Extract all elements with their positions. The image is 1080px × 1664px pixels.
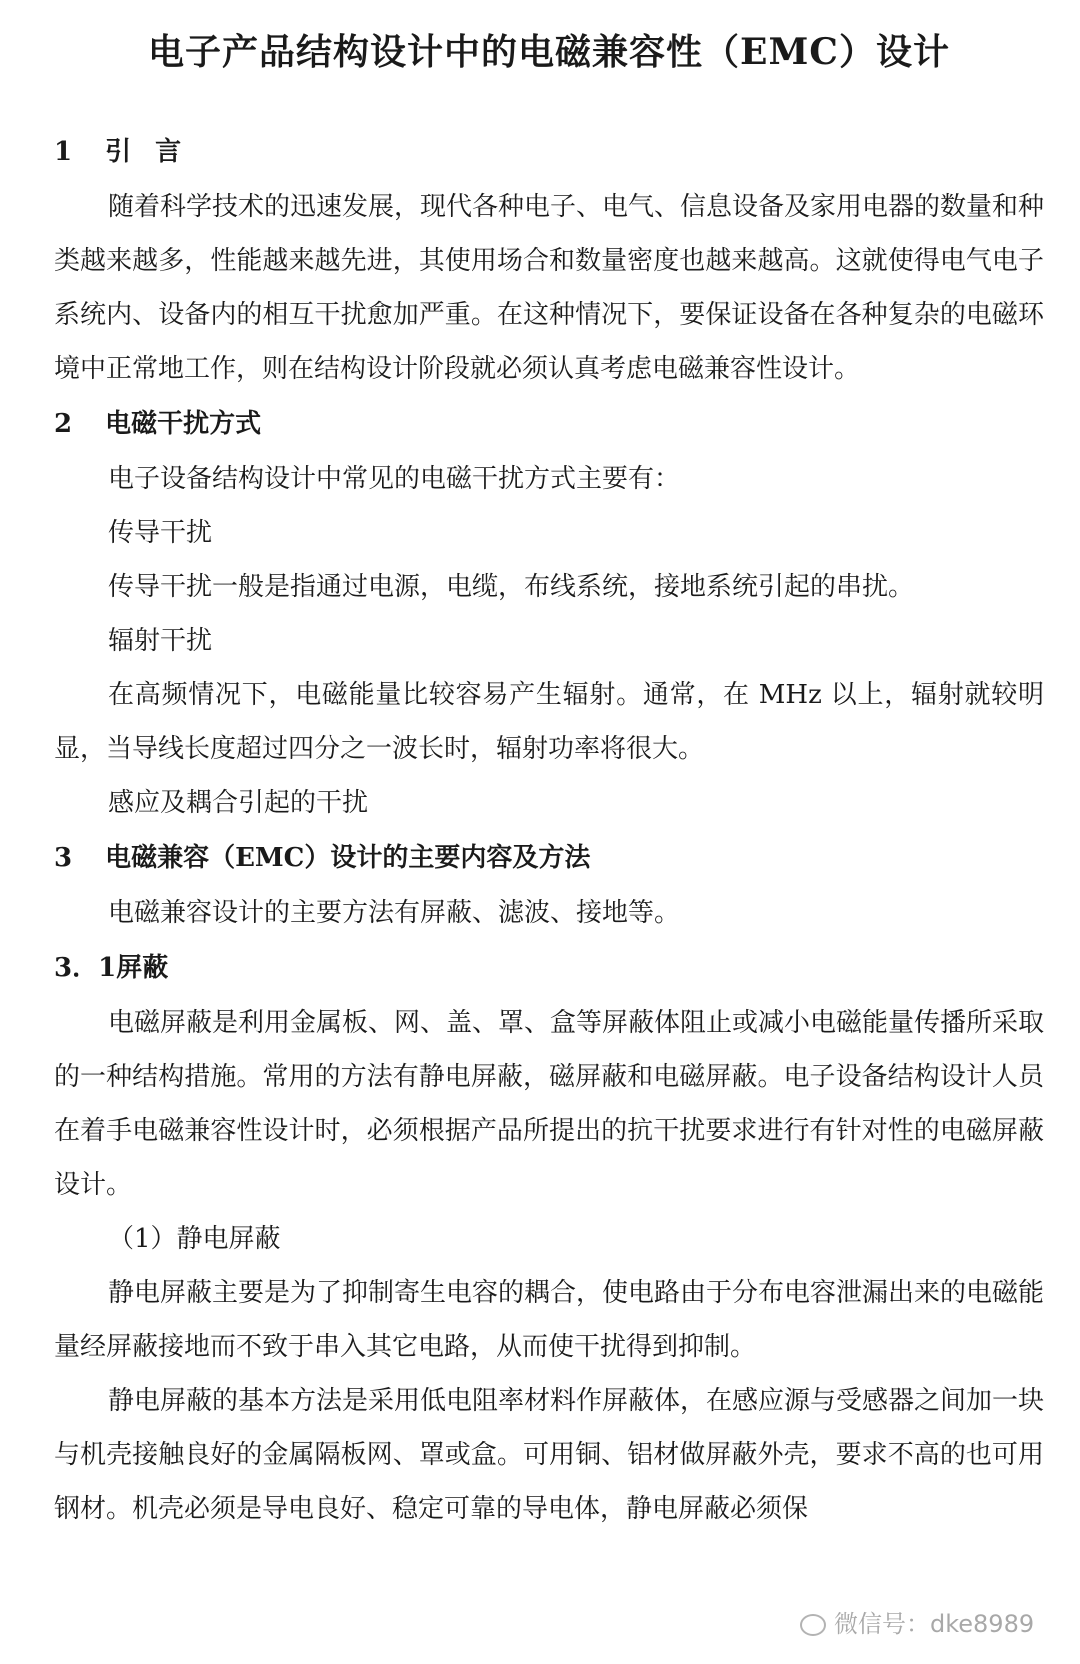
- section-number: 3．1: [54, 953, 117, 983]
- section-number: 3: [54, 843, 73, 873]
- paragraph: 传导干扰: [108, 518, 213, 548]
- wechat-watermark: [800, 1604, 1034, 1639]
- paragraph: 在高频情况下，电磁能量比较容易产生辐射。通常，在 MHz 以上，辐射就较明显，当导线长度超过四分之一波长时，辐射功率将很大。: [54, 680, 1044, 764]
- paragraph: 静电屏蔽的基本方法是采用低电阻率材料作屏蔽体，在感应源与受感器之间加一块与机壳接触良好的金属隔板网、罩或盒。可用铜、铝材做屏蔽外壳，要求不高的也可用钢材。机壳必须是导电良好、稳定可靠的导电体，静电屏蔽必须保: [54, 1386, 1045, 1524]
- document-page: [54, 24, 1044, 1536]
- wechat-icon: [800, 1614, 826, 1636]
- section-title: 电磁干扰方式: [105, 409, 262, 439]
- section-title: 屏蔽: [116, 953, 169, 983]
- paragraph: 电磁兼容设计的主要方法有屏蔽、滤波、接地等。: [108, 898, 681, 928]
- paragraph: 静电屏蔽主要是为了抑制寄生电容的耦合，使电路由于分布电容泄漏出来的电磁能量经屏蔽接地而不致于串入其它电路，从而使干扰得到抑制。: [54, 1278, 1045, 1362]
- section-1-heading: [54, 124, 1044, 180]
- paragraph: 辐射干扰: [108, 626, 213, 656]
- section-title: 电磁兼容（EMC）设计的主要内容及方法: [105, 843, 591, 873]
- section-number: 1: [54, 137, 73, 167]
- section-3-1-heading: [54, 940, 1044, 996]
- section-number: 2: [54, 409, 73, 439]
- paragraph: 感应及耦合引起的干扰: [108, 788, 369, 818]
- watermark-text: 微信号：dke8989: [834, 1610, 1035, 1638]
- paragraph: 传导干扰一般是指通过电源，电缆，布线系统，接地系统引起的串扰。: [108, 572, 915, 602]
- section-2-heading: [54, 396, 1044, 452]
- document-title: 电子产品结构设计中的电磁兼容性（EMC）设计: [148, 31, 950, 73]
- paragraph: 电磁屏蔽是利用金属板、网、盖、罩、盒等屏蔽体阻止或减小电磁能量传播所采取的一种结构措施。常用的方法有静电屏蔽，磁屏蔽和电磁屏蔽。电子设备结构设计人员在着手电磁兼容性设计时，必须根据产品所提出的抗干扰要求进行有针对性的电磁屏蔽设计。: [54, 1008, 1045, 1200]
- paragraph: 随着科学技术的迅速发展，现代各种电子、电气、信息设备及家用电器的数量和种类越来越多，性能越来越先进，其使用场合和数量密度也越来越高。这就使得电气电子系统内、设备内的相互干扰愈加严重。在这种情况下，要保证设备在各种复杂的电磁环境中正常地工作，则在结构设计阶段就必须认真考虑电磁兼容性设计。: [54, 192, 1045, 384]
- section-3-heading: [54, 830, 1044, 886]
- paragraph: （1）静电屏蔽: [108, 1224, 281, 1254]
- paragraph: 电子设备结构设计中常见的电磁干扰方式主要有：: [108, 464, 681, 494]
- section-title: 引言: [105, 137, 206, 167]
